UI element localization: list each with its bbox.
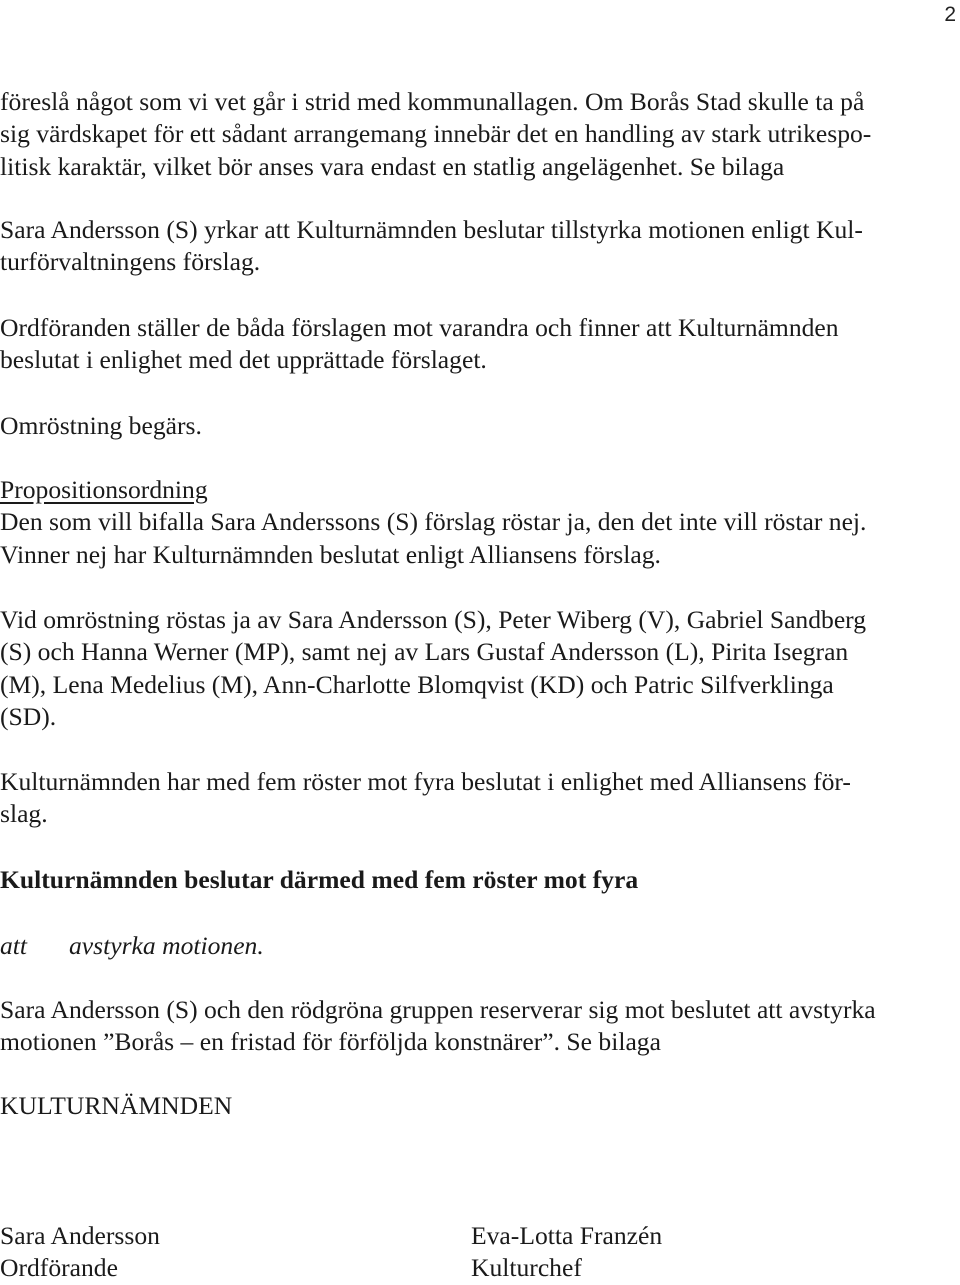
text-line: föreslå något som vi vet går i strid med kommunallagen. Om Borås Stad skulle ta på [0, 87, 865, 116]
signatory-title: Kulturchef [471, 1253, 582, 1283]
paragraph-chair-decision [0, 312, 948, 377]
signatory-name: Sara Andersson [0, 1221, 160, 1250]
signature-right [471, 1220, 662, 1285]
paragraph-propositionsordning [0, 474, 948, 571]
text-line: Omröstning begärs. [0, 411, 202, 440]
text-line: turförvaltningens förslag. [0, 247, 261, 277]
text-line: (M), Lena Medelius (M), Ann-Charlotte Blomqvist (KD) och Patric Silfverklinga [0, 669, 834, 699]
text-line: (SD). [0, 701, 57, 731]
signatory-title: Ordförande [0, 1253, 118, 1283]
signature-left [0, 1220, 160, 1285]
decision-clause [0, 930, 948, 962]
text-line: Sara Andersson (S) och den rödgröna gruppen reserverar sig mot beslutet att avstyrka [0, 995, 876, 1024]
text-line: litisk karaktär, vilket bör anses vara endast en statlig angelägenhet. Se bilaga [0, 151, 785, 181]
text-line: Vid omröstning röstas ja av Sara Andersson (S), Peter Wiberg (V), Gabriel Sandberg [0, 605, 867, 634]
section-heading: Propositionsordning [0, 475, 208, 504]
decision-heading: Kulturnämnden beslutar därmed med fem röster mot fyra [0, 865, 639, 894]
paragraph-motion-rationale [0, 86, 948, 183]
text-line: slag. [0, 799, 48, 829]
decision-text: avstyrka motionen. [69, 931, 264, 960]
paragraph-vote-outcome [0, 766, 948, 831]
text-line: Ordföranden ställer de båda förslagen mot varandra och finner att Kulturnämnden [0, 313, 839, 342]
text-line: Den som vill bifalla Sara Anderssons (S) förslag röstar ja, den det inte vill röstar nej. [0, 507, 867, 537]
paragraph-reservation [0, 994, 948, 1059]
organization-name: KULTURNÄMNDEN [0, 1091, 233, 1120]
signatory-name: Eva-Lotta Franzén [471, 1221, 663, 1250]
paragraph-vote-requested [0, 410, 948, 442]
page-number: 2 [944, 3, 956, 26]
text-line: beslutat i enlighet med det upprättade förslaget. [0, 345, 487, 375]
text-line: Sara Andersson (S) yrkar att Kulturnämnden beslutar tillstyrka motionen enligt Kul- [0, 215, 863, 244]
att-label: att [0, 931, 28, 960]
paragraph-motion-proposal [0, 214, 948, 279]
text-line: Kulturnämnden har med fem röster mot fyra beslutat i enlighet med Alliansens för- [0, 767, 851, 796]
text-line: sig värdskapet för ett sådant arrangemang innebär det en handling av stark utrikespo- [0, 119, 872, 149]
paragraph-vote-result [0, 604, 948, 733]
text-line: motionen ”Borås – en fristad för förföljda konstnärer”. Se bilaga [0, 1027, 661, 1057]
text-line: (S) och Hanna Werner (MP), samt nej av Lars Gustaf Andersson (L), Pirita Isegran [0, 637, 849, 667]
text-line: Vinner nej har Kulturnämnden beslutat enligt Alliansens förslag. [0, 539, 661, 569]
